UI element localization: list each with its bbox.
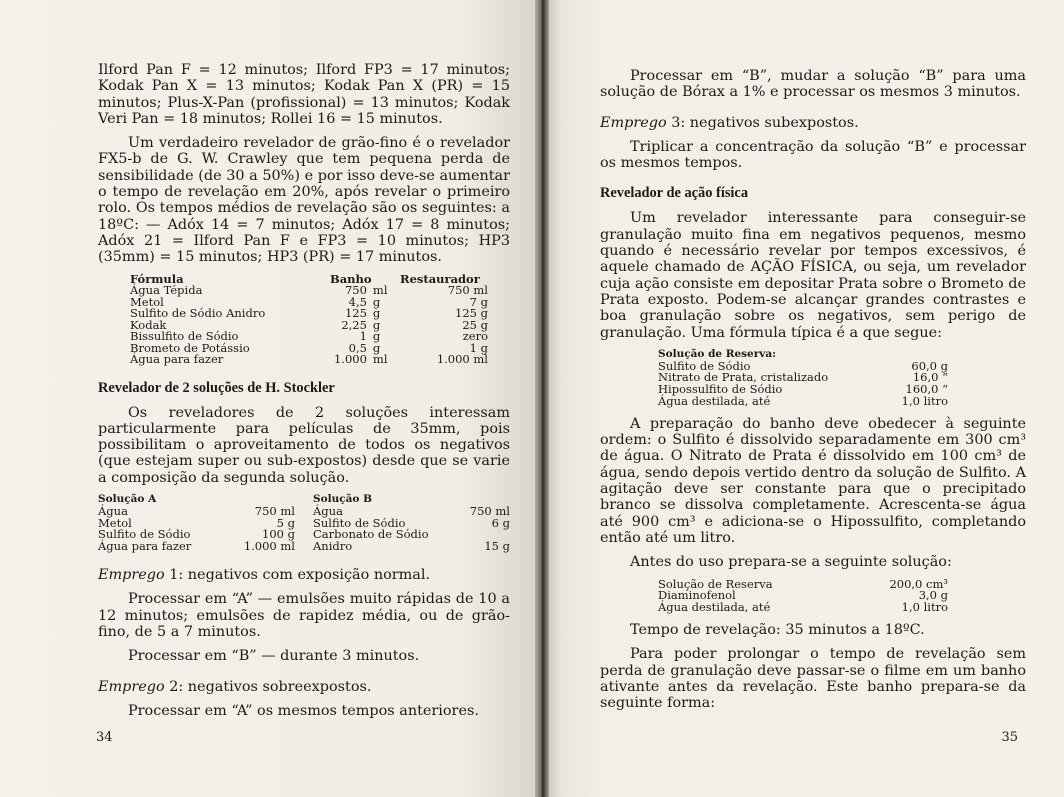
paragraph: Antes do uso prepara-se a seguinte solução:: [630, 554, 952, 571]
table-cell-ingredient: Sulfito de Sódio Anidro: [130, 306, 266, 321]
emprego-label: Emprego: [98, 678, 165, 695]
paragraph: Processar em “B” — durante 3 minutos.: [128, 648, 420, 665]
table-cell-bath-unit: ml: [372, 352, 388, 367]
solution-a-title: Solução A: [98, 493, 157, 506]
page-number: 35: [1001, 730, 1018, 745]
table-cell-ingredient: Água Tépida: [130, 283, 203, 298]
item-quantity: 3,0 g: [918, 588, 948, 603]
table-cell-bath-qty: 1.000: [333, 352, 367, 367]
table-row: [130, 308, 488, 320]
emprego-label: Emprego: [98, 567, 165, 584]
list-item: [313, 541, 510, 553]
table-cell-restorer: 750 ml: [447, 283, 488, 298]
table-cell-bath-qty: 1: [359, 329, 367, 344]
table-cell-restorer: 125 g: [455, 306, 488, 321]
book-gutter: [535, 0, 549, 797]
item-name: Água para fazer: [98, 539, 192, 554]
item-name: Sulfito de Sódio: [313, 515, 406, 530]
table-cell-restorer: zero: [462, 329, 488, 344]
table-cell-ingredient: Kodak: [130, 317, 167, 332]
table-cell-bath-qty: 125: [344, 306, 367, 321]
item-name: Sulfito de Sódio: [658, 358, 751, 373]
solutions-table: [98, 494, 510, 553]
emprego-text: 1: negativos com exposição normal.: [164, 567, 431, 584]
table-cell-bath-unit: g: [372, 306, 381, 321]
table-cell-bath-unit: g: [372, 329, 381, 344]
table-cell-ingredient: Bissulfito de Sódio: [130, 329, 239, 344]
table-cell-restorer: 25 g: [462, 317, 488, 332]
formula-table: [130, 271, 488, 367]
item-quantity: 16,0 “: [912, 370, 948, 385]
item-name: Nitrato de Prata, cristalizado: [658, 370, 829, 385]
table-cell-bath-qty: 2,25: [341, 317, 367, 332]
table-row: [130, 354, 488, 366]
paragraph: Processar em “B”, mudar a solução “B” para uma solução de Bórax a 1% e processar os mesmos 3 minutos.: [600, 68, 1026, 101]
item-quantity: 750 ml: [254, 503, 295, 518]
paragraph: Processar em “A” — emulsões muito rápidas de 10 a 12 minutos; emulsões de rapidez média, ou de grão-fino, de 5 a 7 minutos.: [98, 591, 510, 640]
solution-b-title: Solução B: [313, 493, 372, 506]
table-cell-ingredient: Brometo de Potássio: [130, 340, 250, 355]
section-heading: Revelador de ação física: [600, 185, 749, 202]
table-cell-restorer: 1.000 ml: [436, 352, 488, 367]
table-cell-bath-unit: g: [372, 317, 381, 332]
paragraph: Triplicar a concentração da solução “B” e processar os mesmos tempos.: [600, 138, 1026, 172]
table-cell-ingredient: Água para fazer: [130, 352, 224, 367]
reserve-title: Solução de Reserva:: [658, 347, 777, 360]
item-name: Hipossulfito de Sódio: [658, 382, 783, 397]
paragraph: Processar em “A” os mesmos tempos anteriores.: [128, 702, 479, 719]
item-quantity: 160,0 “: [905, 382, 948, 397]
emprego-text: 3: negativos subexpostos.: [666, 114, 859, 131]
table-header: Banho: [330, 271, 372, 286]
table-cell-bath-unit: ml: [372, 283, 388, 298]
paragraph: Um revelador interessante para conseguir-se granulação muito fina em negativos pequenos, mesmo quando é necessário revelar por tempos excessivos, é aquele chamado de AÇÃO FÍSICA, ou seja, um revelador cuja ação consiste em depositar Prata sobre o Brometo de Prata exposto. Podem-se alcançar grandes contrastes e boa granulação sobre os negativos, sem perigo de granulação. Uma fórmula típica é a que segue:: [600, 210, 1026, 341]
item-quantity: 1,0 litro: [901, 600, 948, 615]
item-name: Água destilada, até: [658, 600, 771, 615]
item-name: Água: [313, 503, 343, 518]
paragraph: Os reveladores de 2 soluções interessam particularmente para películas de 35mm, pois possibilitam o aproveitamento de todos os negativos (que estejam super ou sub-expostos) desde que se varie a composição da segunda solução.: [98, 404, 510, 486]
list-item: [658, 602, 948, 614]
table-cell-ingredient: Metol: [130, 294, 164, 309]
item-name: Anidro: [313, 539, 353, 554]
item-quantity: 60,0 g: [911, 358, 948, 373]
item-quantity: 100 g: [262, 527, 295, 542]
emprego-text: 2: negativos sobreexpostos.: [164, 678, 372, 695]
paragraph: A preparação do banho deve obedecer à seguinte ordem: o Sulfito é dissolvido separadamente em 300 cm³ de água. O Nitrato de Prata é dissolvido em 100 cm³ de água, sendo depois vertido dentro da solução de Sulfito. A agitação deve ser constante para que o precipitado branco se dissolva completamente. Acrescenta-se água até 900 cm³ e adiciona-se o Hipossulfito, completando então até um litro.: [600, 415, 1026, 546]
item-quantity: 6 g: [491, 515, 510, 530]
item-name: Sulfito de Sódio: [98, 527, 191, 542]
item-name: Diaminofenol: [658, 588, 736, 603]
table-cell-bath-qty: 4,5: [348, 294, 367, 309]
paragraph: Um verdadeiro revelador de grão-fino é o revelador FX5-b de G. W. Crawley que tem pequena perda de sensibilidade (de 30 a 50%) e por isso deve-se aumentar o tempo de revelação em 20%, após revelar o primeiro rolo. Os tempos médios de revelação são os seguintes: a 18ºC: — Adóx 14 = 7 minutos; Adóx 17 = 8 minutos; Adóx 21 = Ilford Pan F e FP3 = 10 minutos; HP3 (35mm) = 15 minutos; HP3 (PR) = 17 minutos.: [98, 135, 510, 266]
item-quantity: 1.000 ml: [243, 539, 295, 554]
table-cell-bath-qty: 0,5: [348, 340, 367, 355]
table-header: Fórmula: [130, 271, 184, 286]
item-name: Água: [98, 503, 128, 518]
item-quantity: 5 g: [276, 515, 295, 530]
right-page: [540, 0, 1064, 797]
reserve-solution-table: [658, 349, 948, 408]
item-name: Metol: [98, 515, 132, 530]
item-name: Solução de Reserva: [658, 576, 773, 591]
paragraph: Tempo de revelação: 35 minutos a 18ºC.: [630, 621, 925, 638]
list-item: [98, 541, 295, 553]
item-quantity: 200,0 cm³: [889, 576, 948, 591]
item-quantity: 15 g: [484, 539, 510, 554]
item-name: Água destilada, até: [658, 394, 771, 409]
table-cell-bath-unit: g: [372, 340, 381, 355]
emprego-label: Emprego: [600, 114, 667, 131]
list-item: [658, 396, 948, 408]
table-cell-bath-unit: g: [372, 294, 381, 309]
item-name: Carbonato de Sódio: [313, 527, 429, 542]
usage-solution-table: [658, 576, 948, 615]
item-quantity: 1,0 litro: [901, 394, 948, 409]
paragraph: Ilford Pan F = 12 minutos; Ilford FP3 = 17 minutos; Kodak Pan X = 13 minutos; Kodak Pan X (PR) = 15 minutos; Plus-X-Pan (profissional) = 13 minutos; Kodak Veri Pan = 18 minutos; Rollei 16 = 15 minutos.: [98, 62, 510, 127]
section-heading: Revelador de 2 soluções de H. Stockler: [98, 379, 335, 396]
page-number: 34: [96, 730, 113, 745]
table-header: Restaurador: [400, 271, 480, 286]
table-row: [130, 285, 488, 297]
table-cell-restorer: 1 g: [469, 340, 488, 355]
paragraph: Para poder prolongar o tempo de revelação sem perda de granulação deve passar-se o filme em um banho ativante antes da revelação. Este banho prepara-se da seguinte forma:: [600, 646, 1026, 712]
table-cell-restorer: 7 g: [469, 294, 488, 309]
item-quantity: 750 ml: [469, 503, 510, 518]
table-cell-bath-qty: 750: [344, 283, 367, 298]
